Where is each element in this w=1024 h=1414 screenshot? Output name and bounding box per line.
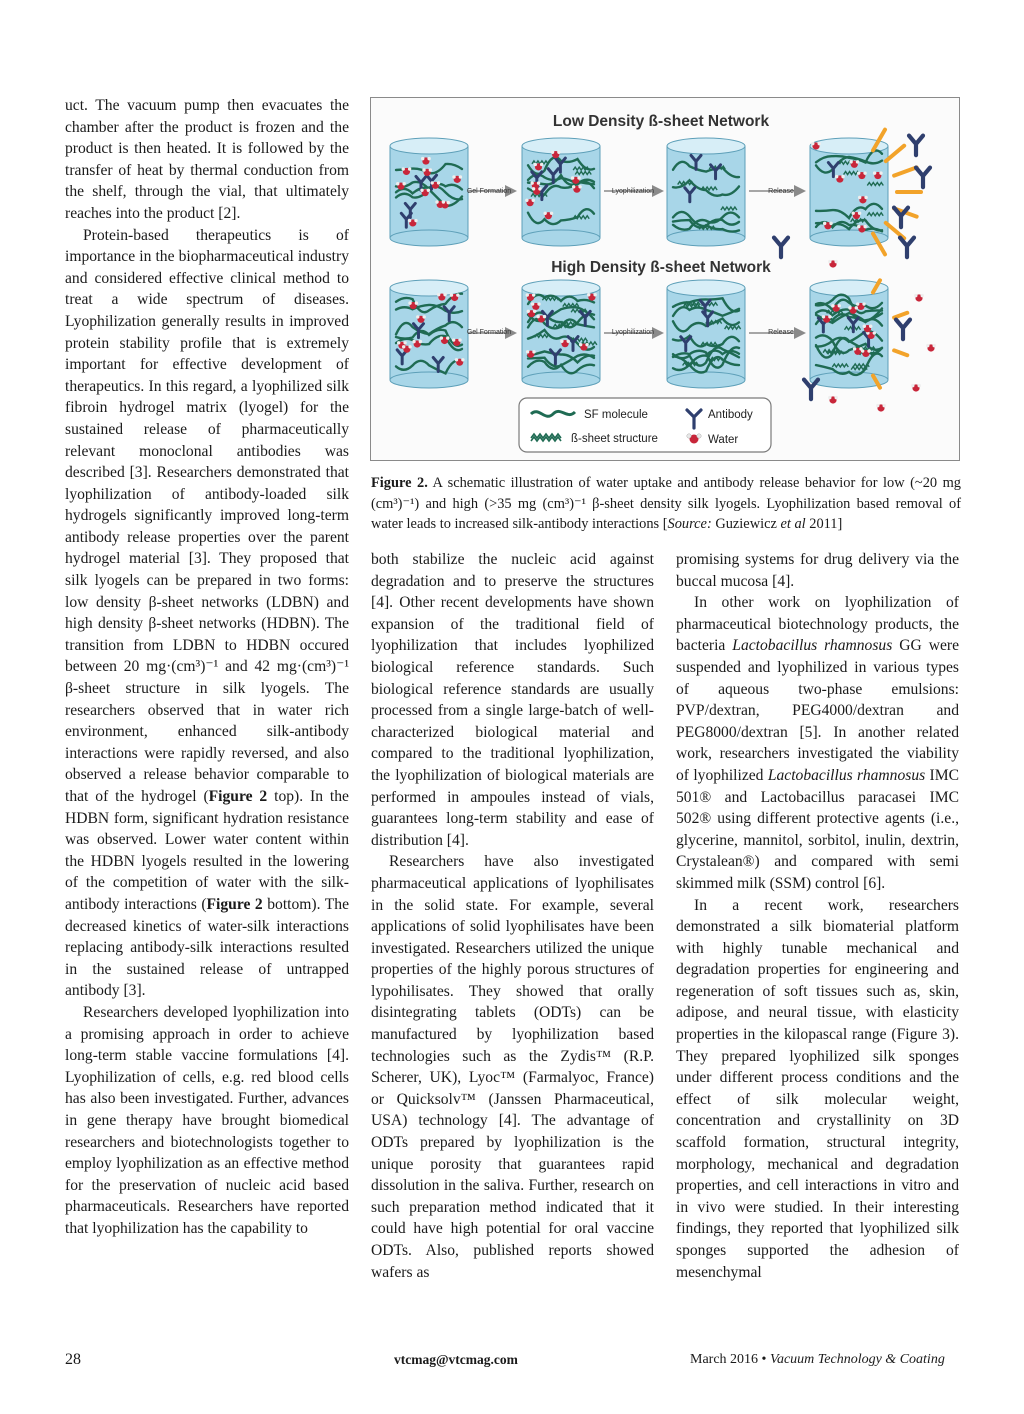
release-arrow	[894, 313, 907, 318]
species-name: Lactobacillus rhamnosus	[767, 766, 926, 784]
species-name: Lactobacillus rhamnosus	[732, 637, 893, 655]
article-column-right	[676, 549, 959, 1283]
paragraph: In a recent work, researchers demonstrated a silk biomaterial platform with highly tunable mechanical and degradation properties for engineering and regeneration of soft tissues such as, skin, adipose, and neural tissue, with elasticity properties in the kilopascal range (Figure 3). They prepared lyophilized silk sponges under different process conditions and the effect of silk molecular weight, concentration and crystallinity on 3D scaffold formation, structural integrity, morphology, mechanical and degradation properties, and cell interactions in vitro and in vivo were studied. In their interesting findings, they reported that lyophilized silk sponges supported the adhesion of mesenchymal	[676, 896, 959, 1281]
footer-issue: March 2016 • Vacuum Technology & Coating	[690, 1352, 945, 1367]
antibody-icon	[804, 380, 818, 400]
figure-reference: Figure 2	[208, 788, 268, 805]
lyogel-cylinder	[522, 280, 600, 388]
water-icon	[911, 384, 921, 392]
paragraph: In other work on lyophilization of pharmaceutical biotechnology products, the bacteria Lactobacillus rhamnosus GG were suspended and lyophilized in various types of aqueous two-phase emulsions: PVP/dextran, PEG4000/dextran and PEG8000/dextran [5]. In another related work, researchers investigated the viability of lyophilized Lactobacillus rhamnosus IMC 501® and Lactobacillus paracasei IMC 502® using different protective agents (i.e., glycerine, mannitol, sorbitol, inulin, dextrin, Crystalean®) and compared with semi skimmed milk (SSM) control [6].	[676, 594, 960, 892]
paragraph: uct. The vacuum pump then evacuates the chamber after the product is frozen and the product is then heated. It is followed by the transfer of heat by thermal conduction from the shelf, through the vial, that ultimately reaches into the product [2].	[65, 97, 349, 222]
water-icon	[914, 294, 924, 302]
paragraph: promising systems for drug delivery via the buccal mucosa [4].	[676, 551, 959, 590]
antibody-icon	[900, 238, 914, 258]
legend-beta-sheet: ß-sheet structure	[571, 433, 658, 445]
release-arrow	[894, 167, 917, 175]
lyogel-cylinder	[667, 138, 745, 246]
paragraph: Researchers have also investigated pharmaceutical applications of lyophilisates in the solid state. For example, several applications of solid lyophilisates have been investigated. Researchers utilized the unique properties of the highly porous structures of lypohilisates. They showed that orally disintegrating tablets (ODTs) can be manufactured by lyophilization based technologies such as the Zydis™ (R.P. Scherer, UK), Lyoc™ (Farmalyoc, France) or Quicksolv™ (Janssen Pharmaceutical, USA) technology [4]. The advantage of ODTs prepared by lyophilization is the unique porosity that guarantees rapid dissolution in the saliva. Further, research on such preparation method indicated that it could have high potential for oral vaccine ODTs. Also, published reports showed wafers as	[371, 853, 654, 1281]
water-icon	[828, 260, 838, 268]
article-column-left	[65, 95, 349, 1239]
figure-schematic	[371, 98, 959, 460]
arrow-label-release: Release	[768, 329, 794, 336]
antibody-icon	[774, 238, 788, 258]
arrow-label-release: Release	[768, 188, 794, 195]
legend-water: Water	[708, 434, 739, 446]
release-arrow	[886, 146, 904, 161]
paragraph: both stabilize the nucleic acid against degradation and to preserve the structures [4]. Other recent developments have shown expansion of the traditional field of lyophilization that includes lyophilized biological reference standards. Such biological reference standards are usually processed from a single large-batch of well-characterized biological material and compared to the traditional lyophilization, the lyophilization of biological materials are performed in ampoules instead of vials, guarantees long-term stability and ease of distribution [4].	[371, 551, 654, 849]
legend-antibody: Antibody	[708, 409, 753, 421]
paragraph: Protein-based therapeutics is of importance in the biopharmaceutical industry and considered effective clinical method to treat a wide spectrum of diseases. Lyophilization generally results in improved protein stability profile that is extremely important for effective development of therapeutics. In this regard, a lyophilized silk fibroin hydrogel matrix (lyogel) for the sustained release of pharmaceutically relevant monoclonal antibodies was described [3]. Researchers demonstrated that lyophilization of antibody-loaded silk hydrogels significantly improved long-term antibody release properties over the parent hydrogel material [3]. They proposed that silk lyogels can be prepared in two forms: low density β-sheet networks (LDBN) and high density β-sheet networks (HDBN). The transition from LDBN to HDBN occured between 20 mg·(cm³)⁻¹ and 42 mg·(cm³)⁻¹ β-sheet structure in silk lyogels. The researchers observed that in water rich environment, enhanced silk-antibody interactions were rapidly reversed, and also observed a release behavior comparable to that of the hydrogel (Figure 2 top). In the HDBN form, significant hydration resistance was observed. Lower water content within the HDBN lyogels resulted in the lowering of the competition of water with the silk-antibody interactions (Figure 2 bottom). The decreased kinetics of water-silk interactions replacing antibody-silk interactions resulted in the sustained release of untrapped antibody [3].	[65, 226, 349, 1000]
figure-caption: Figure 2. A schematic illustration of water uptake and antibody release behavior for low (~20 mg (cm³)⁻¹) and high (>35 mg (cm³)⁻¹ β-sheet density silk lyogels. Lyophilization based removal of water leads to increased silk-antibody interactions [Source: Guziewicz et al 2011]	[371, 475, 961, 532]
lyogel-cylinder	[522, 138, 600, 246]
paragraph: Researchers developed lyophilization into a promising approach in order to achieve long-term stable vaccine formulations [4]. Lyophilization of cells, e.g. red blood cells has also been investigated. Further, advances in gene therapy have brought biomedical researchers and biotechnologists together to employ lyophilization as an effective method for the preservation of nucleic acid based pharmaceuticals. Researchers have reported that lyophilization has the capability to	[65, 1003, 349, 1237]
water-icon	[926, 344, 936, 352]
antibody-icon	[916, 168, 930, 188]
page-number: 28	[65, 1351, 81, 1368]
footer-email: vtcmag@vtcmag.com	[394, 1352, 518, 1367]
arrow-label-gel-formation: Gel Formation	[466, 188, 512, 195]
lyogel-cylinder	[810, 138, 888, 246]
antibody-icon	[909, 136, 923, 156]
arrow-label-lyophilization: Lyophilization	[611, 188, 655, 195]
figure-reference: Figure 2	[206, 895, 263, 913]
lyogel-cylinder	[390, 280, 468, 388]
figure-caption-label: Figure 2.	[371, 475, 428, 491]
figure-legend	[519, 398, 771, 452]
arrow-label-lyophilization: Lyophilization	[611, 329, 655, 336]
article-column-middle	[371, 549, 654, 1283]
legend-sf-molecule: SF molecule	[584, 409, 648, 421]
figure-title-high-density: High Density ß-sheet Network	[551, 259, 771, 276]
water-icon	[828, 396, 838, 404]
lyogel-cylinder	[390, 138, 468, 246]
lyogel-cylinder	[810, 280, 888, 388]
water-icon	[876, 404, 886, 412]
source-label: Source:	[667, 516, 712, 532]
antibody-icon	[896, 320, 910, 340]
high-density-row	[390, 280, 936, 412]
low-density-row	[390, 130, 930, 268]
lyogel-cylinder	[667, 280, 745, 388]
figure-2	[370, 97, 960, 461]
release-arrow	[894, 350, 907, 355]
publication-name: Vacuum Technology & Coating	[766, 1352, 945, 1367]
figure-title-low-density: Low Density ß-sheet Network	[552, 113, 770, 130]
arrow-label-gel-formation: Gel Formation	[466, 329, 512, 336]
